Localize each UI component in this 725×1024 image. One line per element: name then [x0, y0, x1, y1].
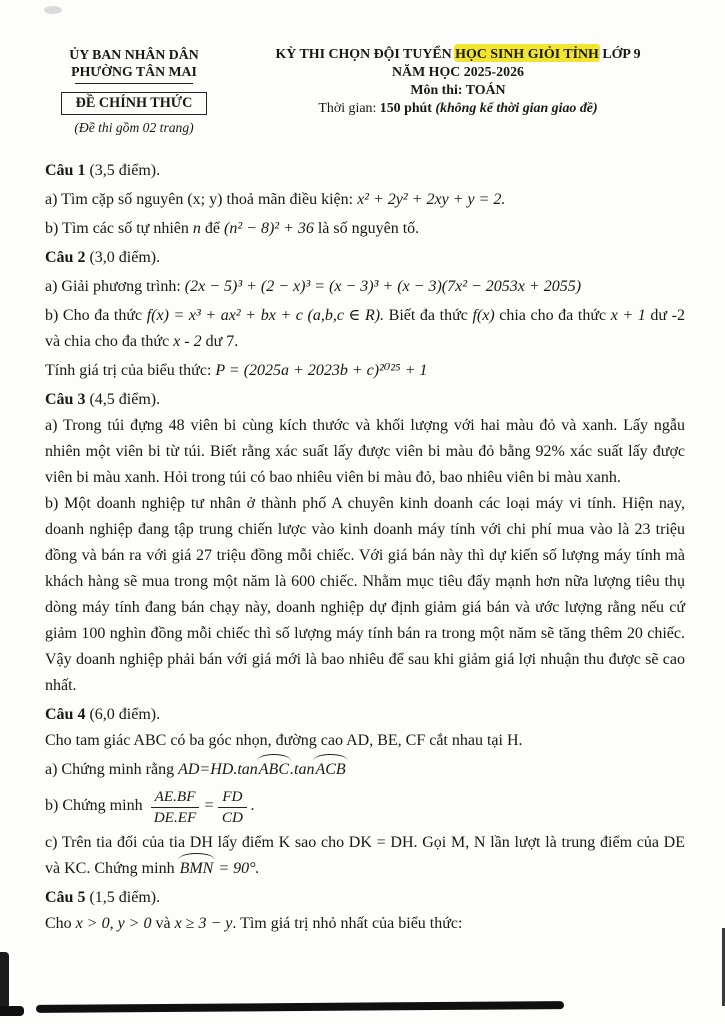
question-5-points: (1,5 điểm).	[85, 889, 161, 907]
org-name-line2: PHƯỜNG TÂN MAI	[71, 64, 197, 79]
q1a-equation: x² + 2y² + 2xy + y = 2.	[357, 191, 506, 209]
official-exam-label: ĐỀ CHÍNH THỨC	[75, 95, 193, 112]
q4b-equals: =	[203, 797, 215, 815]
q2b-text3: chia cho đa thức	[494, 307, 611, 325]
question-4-part-a	[45, 757, 685, 783]
q1b-expression: (n² − 8)² + 36	[224, 220, 314, 238]
question-4-part-b	[45, 787, 685, 826]
q1b-text1: b) Tìm các số tự nhiên	[45, 220, 193, 238]
question-1-heading	[45, 158, 685, 184]
question-1-part-b	[45, 216, 685, 242]
q2b-polynomial: f(x) = x³ + ax² + bx + c (a,b,c ∈ R).	[146, 307, 385, 325]
question-2-points: (3,0 điểm).	[85, 249, 161, 267]
question-1-part-a	[45, 187, 685, 213]
scan-artifact-bottom-bar	[36, 1001, 564, 1013]
subject-value: TOÁN	[465, 83, 506, 98]
q4b-frac2-denominator: CD	[221, 809, 243, 827]
question-4-points: (6,0 điểm).	[85, 706, 161, 724]
q4a-angle-acb: ACB	[314, 757, 346, 783]
time-label: Thời gian:	[318, 101, 380, 116]
q4b-fraction-right	[218, 788, 246, 826]
q5-condition1: x > 0, y > 0	[75, 915, 152, 933]
exam-title-post: LỚP 9	[598, 47, 641, 62]
q4c-text: c) Trên tia đối của tia DH lấy điểm K sao cho DK = DH. Gọi M, N lần lượt là trung điểm của DE và KC. Chứng minh	[45, 834, 685, 878]
question-3-part-b: b) Một doanh nghiệp tư nhân ở thành phố A chuyên kinh doanh các loại máy vi tính. Hiện nay, doanh nghiệp đang tập trung chiến lược vào kinh doanh máy tính với chi phí mua vào là 23 triệu đồng và bán ra với giá 27 triệu đồng mỗi chiếc. Với giá bán này thì dự kiến số lượng máy tính mà khách hàng sẽ mua trong một năm là 600 chiếc. Nhằm mục tiêu đẩy mạnh hơn nữa lượng tiêu thụ dòng máy tính đang bán chạy này, doanh nghiệp dự định giảm giá bán và ước lượng rằng nếu cứ giảm 100 nghìn đồng mỗi chiếc thì số lượng máy tính bán ra trong một năm sẽ tăng thêm 20 chiếc. Vậy doanh nghiệp phải bán với giá mới là bao nhiêu để sau khi giảm giá lợi nhuận thu được sẽ cao nhất.	[45, 495, 685, 695]
q4a-angle-abc: ABC	[258, 757, 290, 783]
question-2-expression-line	[45, 358, 685, 384]
time-line	[231, 100, 685, 118]
q2c-text: Tính giá trị của biểu thức:	[45, 362, 216, 380]
q4a-math2: .tan	[290, 761, 315, 779]
q1b-text3: là số nguyên tố.	[313, 220, 420, 238]
scan-artifact-top-smudge	[44, 6, 62, 14]
q5-condition2: x ≥ 3 − y	[174, 915, 233, 933]
subject-label: Môn thi:	[410, 83, 466, 98]
q2b-text1: b) Cho đa thức	[45, 307, 147, 325]
q1a-text: a) Tìm cặp số nguyên (x; y) thoả mãn điều kiện:	[45, 191, 358, 209]
q4b-frac2-numerator: FD	[218, 788, 246, 808]
time-value: 150 phút	[379, 101, 436, 116]
question-3-heading	[45, 387, 685, 413]
question-2-number: Câu 2	[45, 249, 86, 267]
q5-text1: Cho	[45, 915, 76, 933]
question-4-intro: Cho tam giác ABC có ba góc nhọn, đường cao AD, BE, CF cắt nhau tại H.	[45, 732, 523, 750]
scan-artifact-left-corner	[0, 1006, 24, 1016]
school-year: NĂM HỌC 2025-2026	[392, 65, 524, 80]
exam-pages-note: (Đề thi gồm 02 trang)	[74, 120, 194, 136]
time-note: (không kể thời gian giao đề)	[435, 101, 598, 116]
subject-line	[231, 82, 685, 99]
exam-title	[231, 46, 685, 63]
exam-body	[45, 158, 685, 937]
question-2-part-b	[45, 303, 685, 355]
exam-header	[45, 46, 685, 136]
question-1-points: (3,5 điểm).	[85, 162, 161, 180]
q2b-divisor1: x + 1	[610, 307, 646, 325]
question-5-statement	[45, 911, 685, 937]
q4b-frac1-denominator: DE.EF	[153, 809, 197, 827]
q5-text3: . Tìm giá trị nhỏ nhất của biểu thức:	[232, 915, 463, 933]
q1b-variable: n	[192, 220, 201, 238]
q4b-text: b) Chứng minh	[45, 797, 147, 815]
exam-title-block	[223, 46, 685, 118]
question-3-points: (4,5 điểm).	[85, 391, 161, 409]
question-3-part-a: a) Trong túi đựng 48 viên bi cùng kích thước và khối lượng với hai màu đỏ và xanh. Lấy ngẫu nhiên một viên bi từ túi. Biết rằng xác suất lấy được viên bi màu đỏ bằng 92% xác suất lấy được viên bi màu xanh. Hỏi trong túi có bao nhiêu viên bi màu đỏ, bao nhiêu viên bi màu xanh.	[45, 417, 685, 487]
q2b-divisor2: x - 2	[173, 333, 202, 351]
org-underline	[75, 83, 193, 84]
question-5-heading	[45, 885, 685, 911]
question-2-part-a	[45, 274, 685, 300]
question-4-part-c	[45, 830, 685, 882]
q4b-period: .	[250, 797, 255, 815]
q4c-angle-bmn: BMN	[179, 856, 215, 882]
q4a-math1: AD=HD.tan	[178, 761, 258, 779]
question-2-heading	[45, 245, 685, 271]
exam-title-pre: KỲ THI CHỌN ĐỘI TUYỂN	[275, 47, 456, 62]
q4b-frac1-numerator: AE.BF	[151, 788, 200, 808]
issuing-authority-block	[45, 46, 223, 136]
q2c-expression: P = (2025a + 2023b + c)²⁰²⁵ + 1	[215, 362, 428, 380]
official-exam-box	[61, 92, 208, 115]
q4a-text: a) Chứng minh rằng	[45, 761, 179, 779]
q2b-text2: Biết đa thức	[384, 307, 473, 325]
q1b-text2: để	[200, 220, 225, 238]
question-3-number: Câu 3	[45, 391, 86, 409]
q4b-fraction-left	[151, 788, 200, 826]
q2b-text4: dư -2 và chia cho đa thức	[45, 307, 685, 351]
org-name-line1: ỦY BAN NHÂN DÂN	[69, 47, 199, 62]
q5-text2: và	[151, 915, 175, 933]
q2a-equation: (2x − 5)³ + (2 − x)³ = (x − 3)³ + (x − 3)(7x² − 2053x + 2055)	[184, 278, 582, 296]
q4c-math: = 90°.	[214, 860, 260, 878]
question-5-number: Câu 5	[45, 889, 86, 907]
question-4-number: Câu 4	[45, 706, 86, 724]
q2a-text: a) Giải phương trình:	[45, 278, 185, 296]
question-1-number: Câu 1	[45, 162, 86, 180]
q2b-text5: dư 7.	[201, 333, 239, 351]
q2b-fx: f(x)	[472, 307, 495, 325]
question-4-heading	[45, 702, 685, 728]
exam-title-highlighted: HỌC SINH GIỎI TỈNH	[455, 47, 599, 62]
